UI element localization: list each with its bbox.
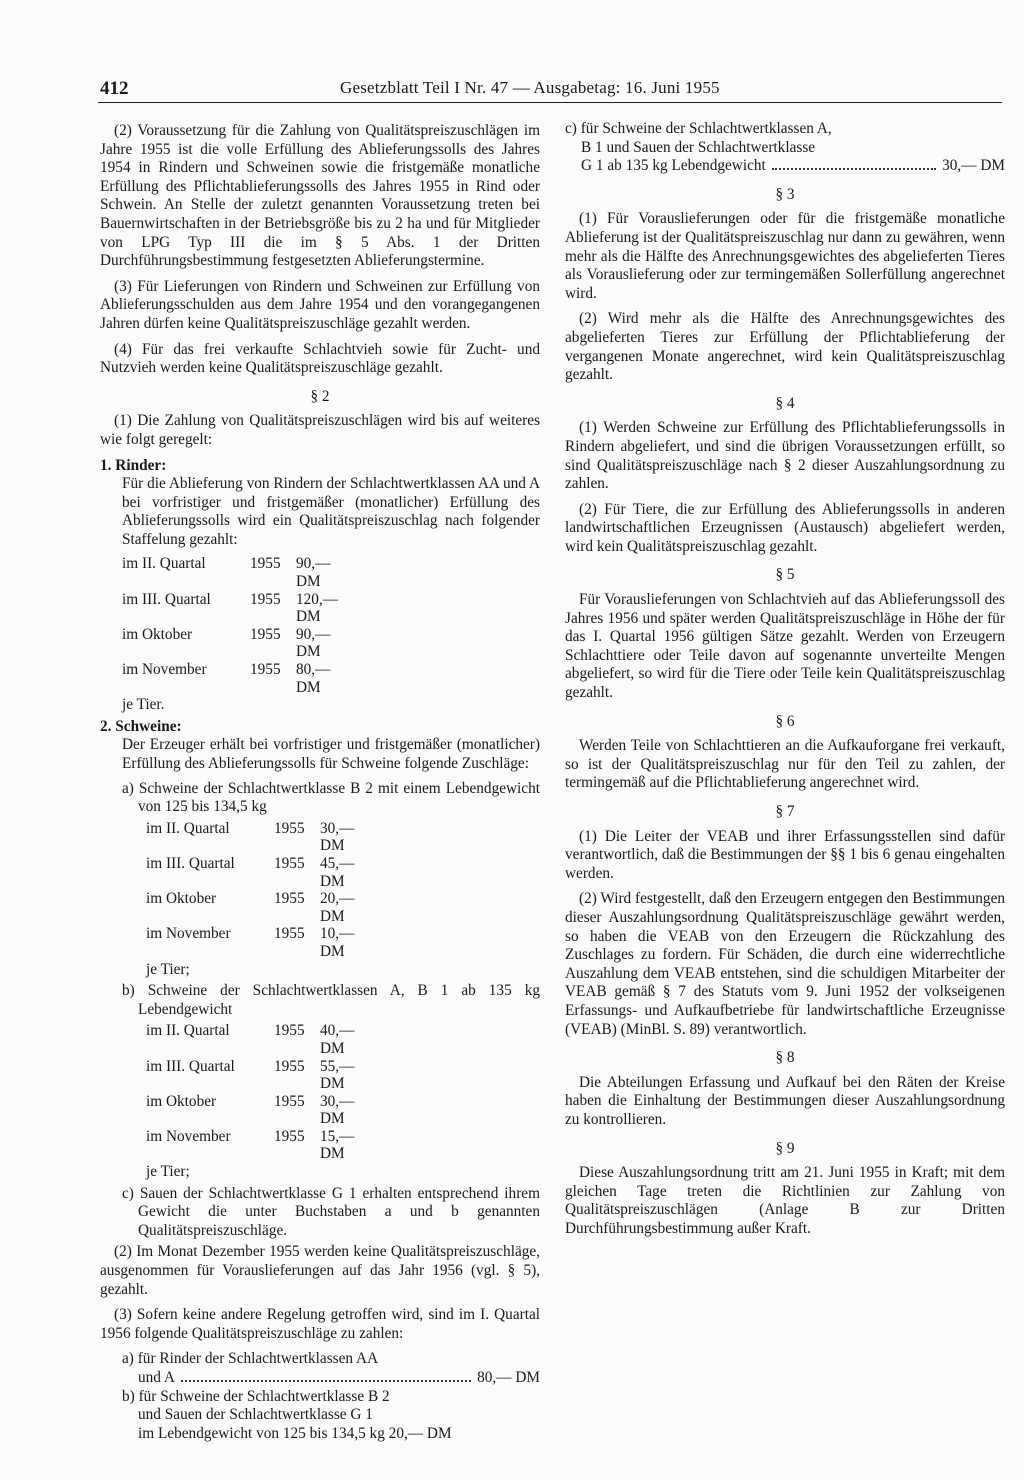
rate-amount: 90,— DM (296, 555, 331, 591)
section-heading-5: § 5 (775, 566, 795, 584)
section-heading-3: § 3 (775, 185, 795, 203)
rate-row (146, 961, 380, 979)
q1-a-amount: 80,— DM (477, 1369, 540, 1386)
rate-row (146, 1093, 380, 1128)
schweine-b-text: b) Schweine der Schlachtwertklassen A, B 1 ab 135 kg Lebendgewicht (122, 982, 540, 1018)
rate-row (146, 925, 380, 960)
q1-a-line2: und A (138, 1369, 175, 1386)
rate-amount: 80,— DM (296, 661, 331, 696)
paragraph-2-3: (3) Sofern keine andere Regelung getroffen wird, sind im I. Quartal 1956 folgende Qualitätspreiszuschläge zu zahlen: (100, 1306, 540, 1342)
q1-c-block (565, 120, 1005, 176)
rate-amount: 20,— DM (320, 890, 355, 925)
q1-c-line2: B 1 und Sauen der Schlachtwertklasse (581, 138, 816, 156)
rate-amount: 120,— DM (296, 590, 339, 626)
rate-unit: je Tier; (146, 1163, 190, 1181)
schweine-label: 2. Schweine: (100, 717, 182, 735)
paragraph-8-1: Die Abteilungen Erfassung und Aufkauf bei den Räten der Kreise haben die Einhaltung der Bestimmungen dieser Auszahlungsordnung zu kontrollieren. (565, 1073, 1005, 1128)
rate-year: 1955 (274, 854, 305, 872)
rate-row (122, 626, 356, 661)
schweine-text: Der Erzeuger erhält bei vorfristiger und fristgemäßer (monatlicher) Erfüllung des Ablieferungssolls für Schweine folgende Zuschläge: (122, 736, 540, 772)
rate-row (122, 591, 356, 626)
rate-period: im November (146, 1127, 231, 1145)
rate-year: 1955 (274, 1057, 305, 1075)
paragraph-1-3: (3) Für Lieferungen von Rindern und Schweinen zur Erfüllung von Ablieferungsschulden aus dem Jahre 1954 und den vorangegangenen Jahren dürfen keine Qualitätspreiszuschläge gezahlt werden. (100, 277, 540, 332)
rate-period: im III. Quartal (146, 854, 235, 872)
q1-b-line3: im Lebendgewicht von 125 bis 134,5 kg 20,— DM (138, 1424, 452, 1442)
page-number: 412 (100, 78, 129, 99)
rate-unit: je Tier; (146, 960, 190, 978)
q1-c-leader-line (565, 157, 1005, 176)
rinder-rates-table (122, 555, 356, 713)
q1-a-line1: a) für Rinder der Schlachtwertklassen AA (122, 1350, 379, 1368)
q1-rates-block (100, 1350, 540, 1443)
rate-row (146, 855, 380, 890)
rate-period: im Oktober (122, 625, 193, 643)
rate-period: im III. Quartal (146, 1057, 235, 1075)
leader-dots (181, 1380, 471, 1382)
paragraph-2-1: (1) Die Zahlung von Qualitätspreiszuschlägen wird bis auf weiteres wie folgt geregelt: (100, 412, 540, 448)
page-header (98, 76, 1002, 103)
rate-period: im November (146, 925, 231, 943)
rate-amount: 30,— DM (320, 819, 355, 855)
rate-amount: 30,— DM (320, 1092, 355, 1128)
schweine-b-rates-table (146, 1022, 380, 1180)
paragraph-3-1: (1) Für Vorauslieferungen oder für die fristgemäße monatliche Ablieferung ist der Qualitätspreiszuschlag nur dann zu gewähren, wenn mehr als die Hälfte des Anrechnungsgewichtes des abgelieferten Tieres als Vorauslieferung oder zur termingemäßen Sollerfüllung angerechnet wird. (565, 210, 1005, 302)
rate-year: 1955 (250, 661, 281, 679)
q1-b-line2: und Sauen der Schlachtwertklasse G 1 (138, 1406, 373, 1424)
rate-period: im Oktober (146, 890, 217, 908)
paragraph-1-4: (4) Für das frei verkaufte Schlachtvieh sowie für Zucht- und Nutzvieh werden keine Qualitätspreiszuschläge gezahlt. (100, 340, 540, 377)
rate-row (122, 661, 356, 696)
section-heading-9: § 9 (775, 1139, 795, 1157)
rate-row (122, 696, 356, 714)
paragraph-4-1: (1) Werden Schweine zur Erfüllung des Pflichtablieferungssolls in Rindern abgeliefert, und sind die übrigen Voraussetzungen erfüllt, so sind Qualitätspreiszuschläge nach § 2 dieser Auszahlungsordnung zu zahlen. (565, 419, 1005, 493)
paragraph-3-2: (2) Wird mehr als die Hälfte des Anrechnungsgewichtes des abgelieferten Tieres zur Erfüllung der Pflichtablieferung der vergangenen Monate angerechnet, wird kein Qualitätspreiszuschlag gezahlt. (565, 310, 1005, 384)
paragraph-4-2: (2) Für Tiere, die zur Erfüllung des Ablieferungssolls in anderen landwirtschaftlichen Erzeugnissen (Austausch) abgeliefert werden, wird kein Qualitätspreiszuschlag gezahlt. (565, 500, 1005, 555)
rate-unit: je Tier. (122, 696, 165, 714)
rate-amount: 90,— DM (296, 625, 331, 661)
rate-amount: 40,— DM (320, 1022, 355, 1057)
paragraph-2-2: (2) Im Monat Dezember 1955 werden keine Qualitätspreiszuschläge, ausgenommen für Vorauslieferungen auf das Jahr 1956 (vgl. § 5), gezahlt. (100, 1243, 540, 1298)
rate-row (146, 1163, 380, 1181)
rate-period: im November (122, 661, 207, 679)
rinder-block (100, 457, 540, 714)
section-heading-8: § 8 (775, 1049, 795, 1067)
rate-year: 1955 (274, 1092, 305, 1110)
rate-period: im II. Quartal (146, 1022, 230, 1040)
rate-row (146, 820, 380, 855)
section-heading-7: § 7 (775, 803, 795, 820)
q1-c-line3: G 1 ab 135 kg Lebendgewicht (581, 157, 766, 175)
rate-amount: 55,— DM (320, 1057, 355, 1093)
q1-a-leader-line (122, 1369, 540, 1388)
rate-year: 1955 (274, 819, 305, 837)
rate-year: 1955 (250, 555, 281, 573)
schweine-c-text: c) Sauen der Schlachtwertklasse G 1 erhalten entsprechend ihrem Gewicht die unter Buchstaben a und b genannten Qualitätspreiszuschläge. (122, 1184, 540, 1239)
rate-row (146, 890, 380, 925)
paragraph-5-1: Für Vorauslieferungen von Schlachtvieh auf das Ablieferungssoll des Jahres 1956 und später werden Qualitätspreiszuschläge in Höhe der für das I. Quartal 1956 gültigen Sätze gezahlt. Werden von Erzeugern Schlachttiere oder Teile davon auf sogenannte unverteilte Mengen abgeliefert, so wird für die Tiere oder Teile kein Qualitätspreiszuschlag gezahlt. (565, 591, 1005, 702)
rate-period: im II. Quartal (122, 555, 206, 573)
paragraph-7-1: (1) Die Leiter der VEAB und ihrer Erfassungsstellen sind dafür verantwortlich, daß die Bestimmungen der §§ 1 bis 6 genau eingehalten werden. (565, 827, 1005, 882)
right-column (565, 120, 1005, 1245)
leader-dots (772, 168, 936, 170)
schweine-a-rates-table (146, 820, 380, 978)
rate-year: 1955 (274, 890, 305, 908)
paragraph-1-2: (2) Voraussetzung für die Zahlung von Qualitätspreiszuschlägen im Jahre 1955 ist die volle Erfüllung des Ablieferungssolls des Jahres 1954 in Rindern und Schweinen sowie die fristgemäße monatliche Erfüllung des Pflichtablieferungssolls des Jahres 1955 in Rind oder Schwein. An Stelle der zuletzt genannten Voraussetzung treten bei Bauernwirtschaften in der Betriebsgröße bis zu 2 ha und für Mitglieder von LPG Typ III die im § 5 Abs. 1 der Dritten Durchführungsbestimmung festgesetzten Ablieferungstermine. (100, 122, 540, 270)
schweine-block (100, 718, 540, 1241)
rate-amount: 10,— DM (320, 925, 355, 960)
rinder-text: Für die Ablieferung von Rindern der Schlachtwertklassen AA und A bei vorfristiger und fristgemäßer (monatlicher) Erfüllung des Ablieferungssolls wird ein Qualitätspreiszuschlag nach folgender Staffelung gezahlt: (122, 475, 540, 548)
rate-period: im III. Quartal (122, 590, 211, 608)
paragraph-7-2: (2) Wird festgestellt, daß den Erzeugern entgegen den Bestimmungen dieser Auszahlungsordnung Qualitätspreiszuschläge gewährt werden, so haben die VEAB von den Erzeugern die Rückzahlung des Zuschlages zu fordern. Für Schäden, die durch eine widerrechtliche Auszahlung dem VEAB entstehen, sind die schuldigen Mitarbeiter der VEAB gemäß § 7 des Statuts vom 9. Juni 1952 der volkseigenen Erfassungs- und Aufkaufbetriebe für landwirtschaftliche Erzeugnisse (VEAB) (MinBl. S. 89) verantwortlich. (565, 890, 1006, 1038)
left-column (100, 122, 540, 1443)
rate-year: 1955 (274, 925, 305, 943)
section-heading-2: § 2 (310, 387, 330, 405)
paragraph-9-1: Diese Auszahlungsordnung tritt am 21. Juni 1955 in Kraft; mit dem gleichen Tage treten die Richtlinien zur Zahlung von Qualitätspreiszuschlägen (Anlage B zur Dritten Durchführungsbestimmung außer Kraft. (565, 1164, 1005, 1237)
rate-amount: 45,— DM (320, 854, 355, 890)
rate-amount: 15,— DM (320, 1127, 355, 1163)
q1-c-line1: c) für Schweine der Schlachtwertklassen A, (565, 120, 832, 137)
rate-year: 1955 (274, 1127, 305, 1145)
q1-c-amount: 30,— DM (942, 157, 1005, 175)
rate-row (122, 555, 356, 590)
header-title: Gesetzblatt Teil I Nr. 47 — Ausgabetag: 16. Juni 1955 (340, 78, 720, 97)
rate-period: im II. Quartal (146, 819, 230, 837)
section-heading-4: § 4 (775, 394, 795, 412)
paragraph-6-1: Werden Teile von Schlachttieren an die Aufkauforgane frei verkauft, so ist der Qualitätspreiszuschlag nur für den Teil zu zahlen, der termingemäß auf die Pflichtablieferung angerechnet wird. (565, 737, 1005, 792)
rate-row (146, 1128, 380, 1163)
rate-year: 1955 (250, 590, 281, 608)
q1-b-line1: b) für Schweine der Schlachtwertklasse B 2 (122, 1387, 390, 1405)
schweine-a-text: a) Schweine der Schlachtwertklasse B 2 mit einem Lebendgewicht von 125 bis 134,5 kg (122, 779, 540, 816)
rate-period: im Oktober (146, 1092, 217, 1110)
section-heading-6: § 6 (775, 712, 795, 730)
rate-year: 1955 (250, 625, 281, 643)
rate-row (146, 1058, 380, 1093)
rate-row (146, 1022, 380, 1057)
rinder-label: 1. Rinder: (100, 456, 167, 474)
rate-year: 1955 (274, 1022, 305, 1040)
